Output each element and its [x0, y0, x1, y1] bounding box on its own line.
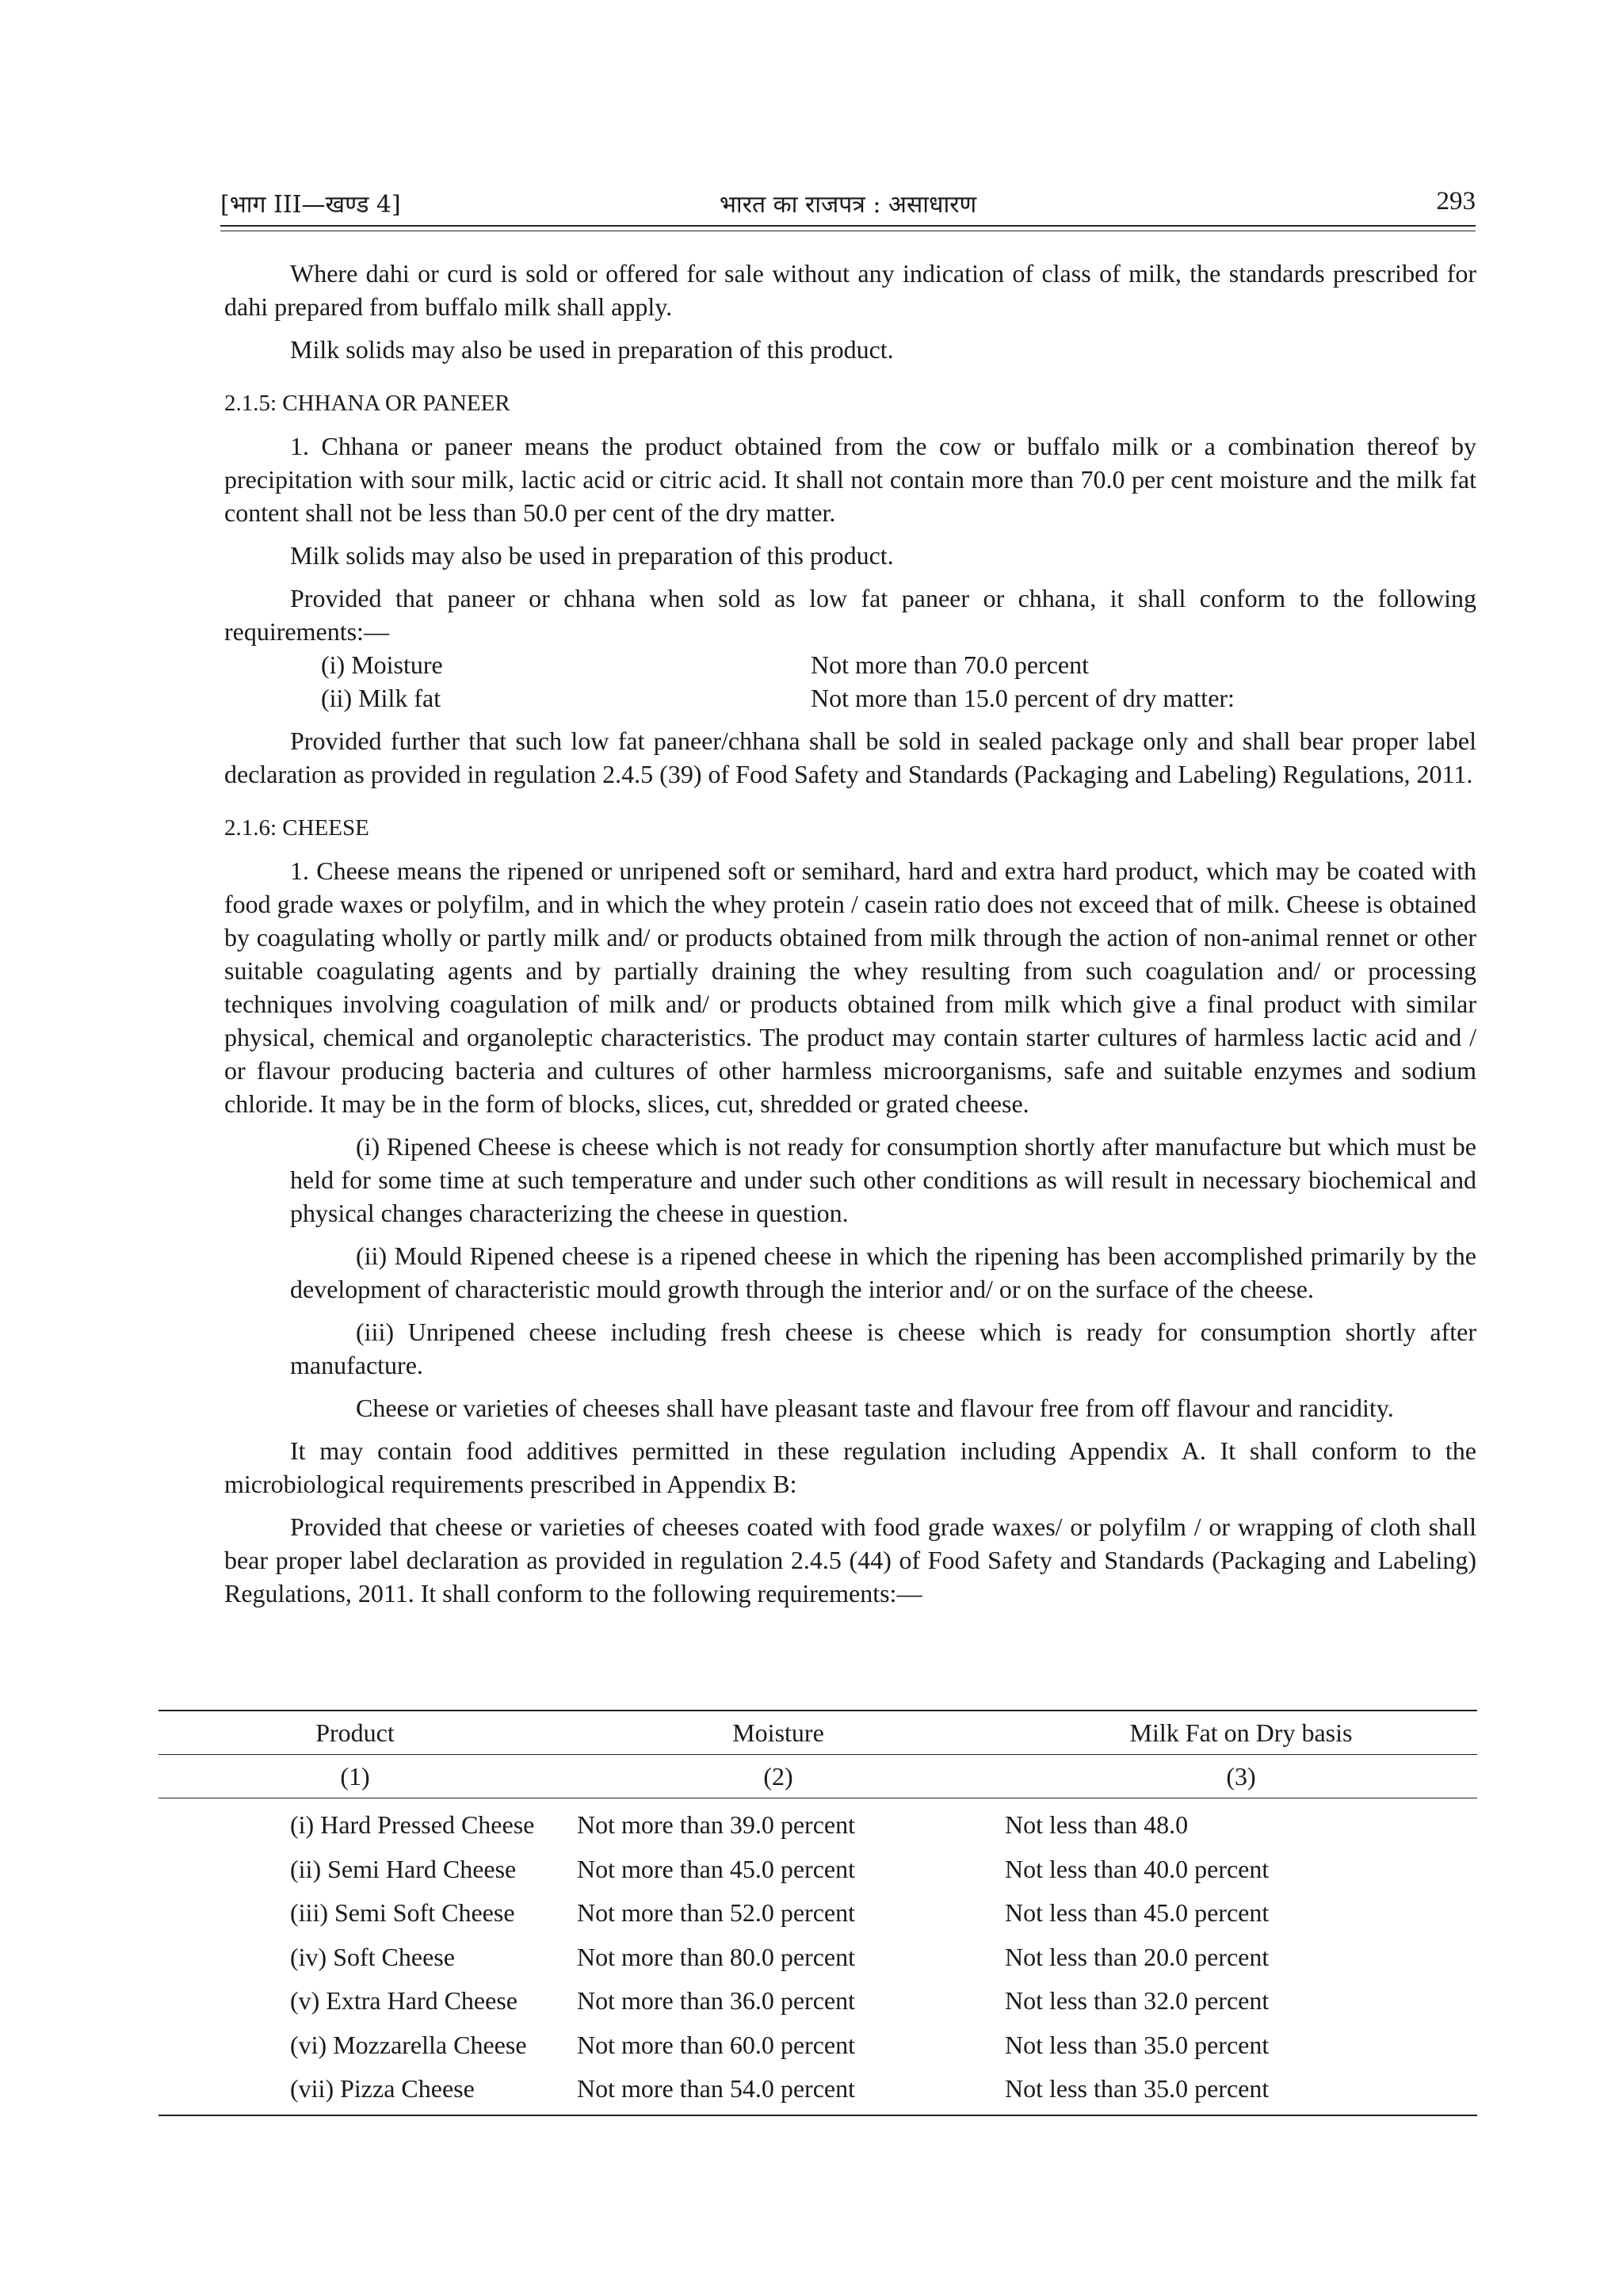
paragraph-coated-cheese-proviso: Provided that cheese or varieties of cheeses coated with food grade waxes/ or polyfilm / or wrapping of cloth shall bear proper label declaration as provided in regulation 2.4.5 (44) of Food Safety and Standards (Packaging and Labeling) Regulations, 2011. It shall conform to the following requirements:— — [224, 1512, 1476, 1608]
header-part-section: [भाग III—खण्ड 4] — [220, 191, 401, 219]
cell-product: (i) Hard Pressed Cheese — [290, 1810, 535, 1840]
cell-milk-fat: Not less than 45.0 percent — [1005, 1898, 1270, 1928]
cell-product: (v) Extra Hard Cheese — [290, 1986, 517, 2016]
table-row — [158, 1848, 1477, 1892]
cell-milk-fat: Not less than 48.0 — [1005, 1810, 1189, 1840]
cell-milk-fat: Not less than 20.0 percent — [1005, 1942, 1270, 1971]
requirement-label: (ii) Milk fat — [321, 684, 441, 712]
cell-moisture: Not more than 52.0 percent — [577, 1898, 855, 1928]
paragraph-sealed-package: Provided further that such low fat paneer/chhana shall be sold in sealed package only and shall bear proper label declaration as provided in regulation 2.4.5 (39) of Food Safety and Standards (Packaging and Labeling) Regulations, 2011. — [224, 727, 1476, 788]
cell-milk-fat: Not less than 35.0 percent — [1005, 2067, 1477, 2115]
column-header-product: Product — [158, 1711, 552, 1755]
table-header-row — [158, 1711, 1477, 1755]
cell-product: (vii) Pizza Cheese — [158, 2067, 552, 2115]
paragraph-food-additives: It may contain food additives permitted in these regulation including Appendix A. It shall conform to the microbiological requirements prescribed in Appendix B: — [224, 1436, 1476, 1498]
page-body — [224, 257, 1476, 1610]
paragraph-milk-solids: Milk solids may also be used in preparation of this product. — [290, 335, 894, 364]
paragraph-cheese-taste: Cheese or varieties of cheeses shall have pleasant taste and flavour free from off flavour and rancidity. — [356, 1394, 1394, 1422]
section-heading-cheese: 2.1.6: CHEESE — [224, 815, 369, 841]
column-header-milk-fat: Milk Fat on Dry basis — [1005, 1711, 1477, 1755]
table-row — [158, 2067, 1477, 2115]
header-gazette-title: भारत का राजपत्र : असाधारण — [719, 191, 977, 219]
table-row — [158, 2023, 1477, 2068]
column-number: (2) — [552, 1755, 1005, 1798]
cell-moisture: Not more than 36.0 percent — [577, 1986, 855, 2016]
requirement-row — [224, 681, 1476, 715]
cell-product: (ii) Semi Hard Cheese — [290, 1854, 517, 1883]
cell-product: (iii) Semi Soft Cheese — [290, 1898, 515, 1928]
column-header-moisture: Moisture — [552, 1711, 1005, 1755]
low-fat-requirements — [224, 648, 1476, 715]
cell-moisture: Not more than 45.0 percent — [577, 1854, 855, 1883]
section-heading-chhana: 2.1.5: CHHANA OR PANEER — [224, 391, 510, 416]
cell-moisture: Not more than 60.0 percent — [577, 2030, 855, 2059]
paragraph-dahi-standard: Where dahi or curd is sold or offered for sale without any indication of class of milk, the standards prescribed for dahi prepared from buffalo milk shall apply. — [224, 259, 1476, 321]
cheese-requirements-table — [158, 1710, 1477, 2116]
cell-milk-fat: Not less than 40.0 percent — [1005, 1854, 1270, 1883]
cell-product: (vi) Mozzarella Cheese — [290, 2030, 527, 2059]
table-column-number-row — [158, 1755, 1477, 1798]
paragraph-low-fat-proviso: Provided that paneer or chhana when sold as low fat paneer or chhana, it shall conform to the following requirements:— — [224, 584, 1476, 646]
header-rule-thick — [220, 225, 1476, 227]
cell-milk-fat: Not less than 32.0 percent — [1005, 1986, 1270, 2016]
requirement-value: Not more than 15.0 percent of dry matter: — [811, 684, 1235, 712]
column-number: (3) — [1005, 1755, 1477, 1798]
paragraph-mould-ripened-cheese: (ii) Mould Ripened cheese is a ripened cheese in which the ripening has been accomplished primarily by the development of characteristic mould growth through the interior and/ or on the surface of the cheese. — [290, 1241, 1476, 1303]
requirement-row — [224, 648, 1476, 681]
page-number: 293 — [1436, 187, 1476, 215]
cell-product: (iv) Soft Cheese — [290, 1942, 455, 1971]
requirement-label: (i) Moisture — [321, 650, 443, 679]
paragraph-chhana-definition: 1. Chhana or paneer means the product obtained from the cow or buffalo milk or a combination thereof by precipitation with sour milk, lactic acid or citric acid. It shall not contain more than 70.0 per cent moisture and the milk fat content shall not be less than 50.0 per cent of the dry matter. — [224, 432, 1476, 527]
paragraph-cheese-definition: 1. Cheese means the ripened or unripened soft or semihard, hard and extra hard product, which may be coated with food grade waxes or polyfilm, and in which the whey protein / casein ratio does not exceed that of milk. Cheese is obtained by coagulating wholly or partly milk and/ or products obtained from milk through the action of non-animal rennet or other suitable coagulating agents and by partially draining the whey resulting from such coagulation and/ or processing techniques involving coagulation of milk and/ or products obtained from milk which give a final product with similar physical, chemical and organoleptic characteristics. The product may contain starter cultures of harmless lactic acid and / or flavour producing bacteria and cultures of other harmless microorganisms, safe and suitable enzymes and sodium chloride. It may be in the form of blocks, slices, cut, shredded or grated cheese. — [224, 856, 1476, 1118]
paragraph-unripened-cheese: (iii) Unripened cheese including fresh cheese is cheese which is ready for consumption shortly after manufacture. — [290, 1318, 1476, 1379]
running-header — [220, 184, 1476, 225]
cell-milk-fat: Not less than 35.0 percent — [1005, 2030, 1270, 2059]
paragraph-chhana-milk-solids: Milk solids may also be used in preparation of this product. — [290, 541, 894, 570]
requirement-value: Not more than 70.0 percent — [811, 650, 1089, 679]
cell-moisture: Not more than 80.0 percent — [577, 1942, 855, 1971]
column-number: (1) — [158, 1755, 552, 1798]
table-row — [158, 1891, 1477, 1936]
table-row — [158, 1979, 1477, 2023]
table-row — [158, 1798, 1477, 1848]
cell-moisture: Not more than 39.0 percent — [577, 1810, 855, 1840]
table-row — [158, 1936, 1477, 1980]
cell-moisture: Not more than 54.0 percent — [552, 2067, 1005, 2115]
paragraph-ripened-cheese: (i) Ripened Cheese is cheese which is not ready for consumption shortly after manufacture but which must be held for some time at such temperature and under such other conditions as will result in necessary biochemical and physical changes characterizing the cheese in question. — [290, 1132, 1476, 1227]
